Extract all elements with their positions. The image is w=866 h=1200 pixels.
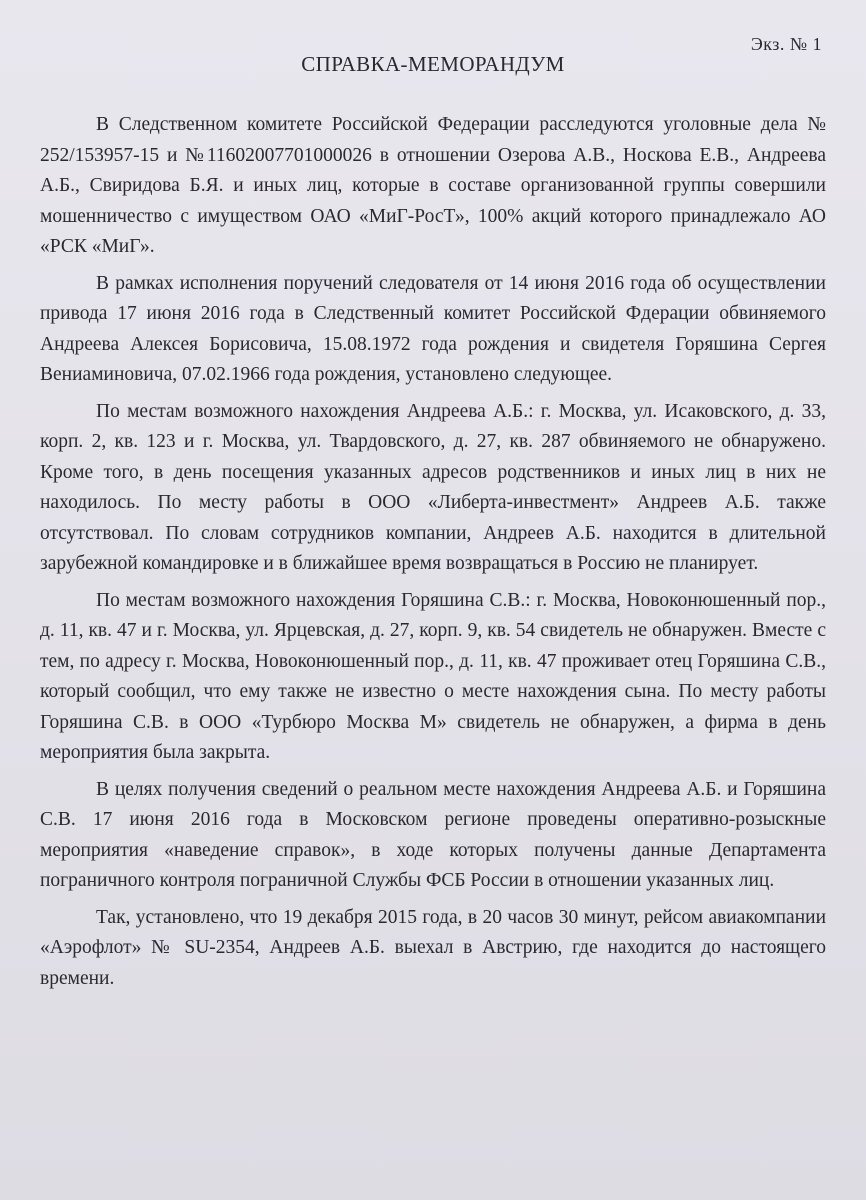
paragraph-5: В целях получения сведений о реальном месте нахождения Андреева А.Б. и Горяшина С.В. 17 июня 2016 года в Московском регионе проведены оперативно-розыскные мероприятия «наведение справок», в ходе которых получены данные Департамента пограничного контроля пограничной Службы ФСБ России в отношении указанных лиц. (40, 778, 826, 891)
paragraph-1: В Следственном комитете Российской Федерации расследуются уголовные дела № 252/153957-15 и №11602007701000026 в отношении Озерова А.В., Носкова Е.В., Андреева А.Б., Свиридова Б.Я. и иных лиц, которые в составе организованной группы совершили мошенничество с имуществом ОАО «МиГ-РосТ», 100% акций которого принадлежало АО «РСК «МиГ». (40, 114, 826, 257)
paragraph-2: В рамках исполнения поручений следователя от 14 июня 2016 года об осуществлении привода 17 июня 2016 года в Следственный комитет Российской Фдерации обвиняемого Андреева Алексея Борисовича, 15.08.1972 года рождения и свидетеля Горяшина Сергея Вениаминовича, 07.02.1966 года рождения, установлено следующее. (40, 272, 826, 385)
document-body (40, 110, 826, 1000)
paragraph-4: По местам возможного нахождения Горяшина С.В.: г. Москва, Новоконюшенный пор., д. 11, кв. 47 и г. Москва, ул. Ярцевская, д. 27, корп. 9, кв. 54 свидетель не обнаружен. Вместе с тем, по адресу г. Москва, Новоконюшенный пор., д. 11, кв. 47 проживает отец Горяшина С.В., который сообщил, что ему также не известно о месте нахождения сына. По месту работы Горяшина С.В. в ООО «Турбюро Москва М» свидетель не обнаружен, а фирма в день мероприятия была закрыта. (40, 589, 826, 763)
copy-number: Экз. № 1 (750, 34, 822, 54)
document-title: СПРАВКА-МЕМОРАНДУМ (301, 52, 565, 76)
paragraph-3: По местам возможного нахождения Андреева А.Б.: г. Москва, ул. Исаковского, д. 33, корп. 2, кв. 123 и г. Москва, ул. Твардовского, д. 27, кв. 287 обвиняемого не обнаружено. Кроме того, в день посещения указанных адресов родственников и иных лиц в них не находилось. По месту работы в ООО «Либерта-инвестмент» Андреев А.Б. также отсутствовал. По словам сотрудников компании, Андреев А.Б. находится в длительной зарубежной командировке и в ближайшее время возвращаться в Россию не планирует. (40, 400, 826, 574)
paragraph-6: Так, установлено, что 19 декабря 2015 года, в 20 часов 30 минут, рейсом авиакомпании «Аэрофлот» № SU-2354, Андреев А.Б. выехал в Австрию, где находится до настоящего времени. (40, 906, 826, 989)
